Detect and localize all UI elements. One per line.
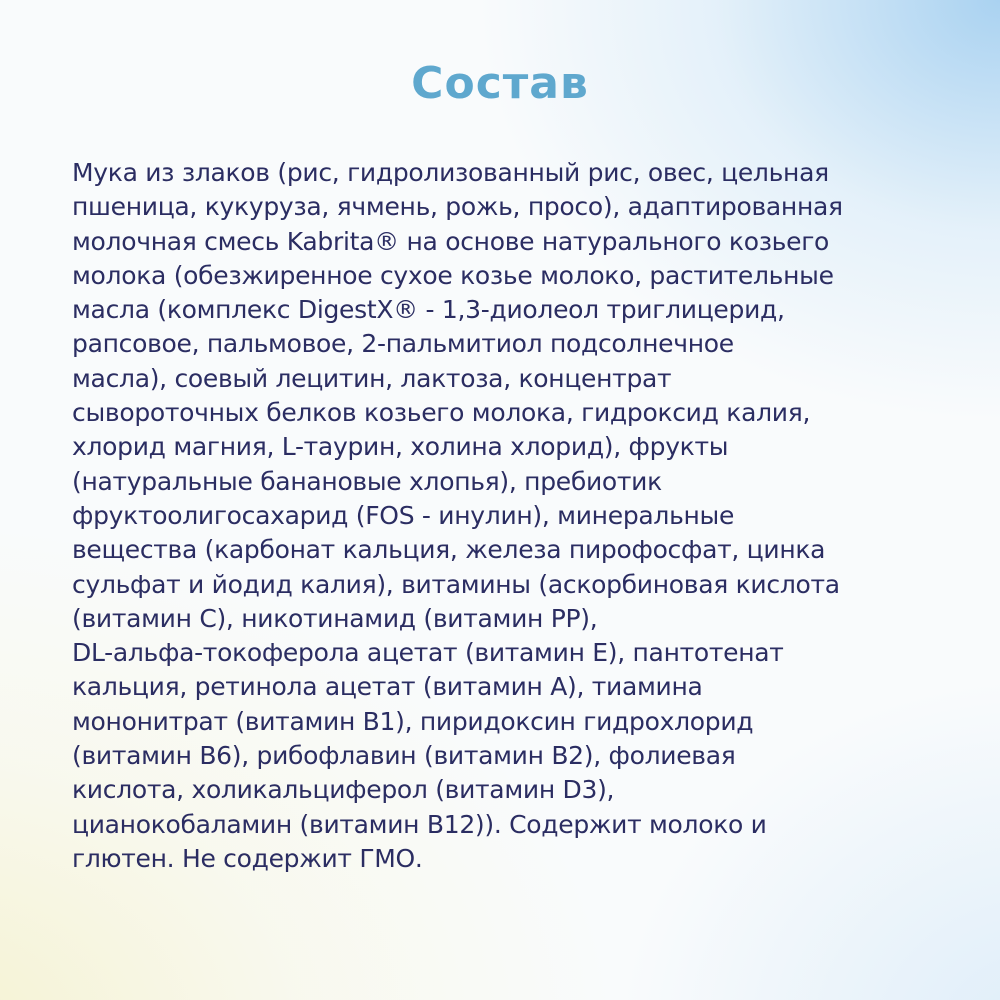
ingredients-line: молока (обезжиренное сухое козье молоко, растительные xyxy=(72,260,834,290)
ingredients-line: Мука из злаков (рис, гидролизованный рис, овес, цельная xyxy=(72,158,829,187)
ingredients-line: (витамин B6), рибофлавин (витамин B2), фолиевая xyxy=(72,741,736,771)
ingredients-line: вещества (карбонат кальция, железа пирофосфат, цинка xyxy=(72,535,826,565)
ingredients-line: DL-альфа-токоферола ацетат (витамин E), пантотенат xyxy=(72,638,784,668)
ingredients-line: кислота, холикальциферол (витамин D3), xyxy=(72,775,615,805)
ingredients-line: цианокобаламин (витамин B12)). Содержит молоко и xyxy=(72,809,767,839)
ingredients-line: фруктоолигосахарид (FOS - инулин), минеральные xyxy=(72,500,735,530)
ingredients-line: сульфат и йодид калия), витамины (аскорбиновая кислота xyxy=(72,569,840,599)
ingredients-line: рапсовое, пальмовое, 2-пальмитиол подсолнечное xyxy=(72,329,734,359)
ingredients-line: (витамин C), никотинамид (витамин PP), xyxy=(72,603,598,633)
ingredients-line: молочная смесь Kabrita® на основе натурального козьего xyxy=(72,226,830,256)
ingredients-line: масла), соевый лецитин, лактоза, концентрат xyxy=(72,363,672,393)
ingredients-line: мононитрат (витамин B1), пиридоксин гидрохлорид xyxy=(72,706,754,736)
ingredients-line: хлорид магния, L-таурин, холина хлорид), фрукты xyxy=(72,432,729,462)
ingredients-line: глютен. Не содержит ГМО. xyxy=(72,843,423,873)
ingredients-line: (натуральные банановые хлопья), пребиотик xyxy=(72,466,662,496)
ingredients-line: кальция, ретинола ацетат (витамин A), тиамина xyxy=(72,672,703,702)
ingredients-line: масла (комплекс DigestX® - 1,3-диолеол триглицерид, xyxy=(72,295,785,325)
ingredients-line: пшеница, кукуруза, ячмень, рожь, просо), адаптированная xyxy=(72,192,843,222)
ingredients-line: сывороточных белков козьего молока, гидроксид калия, xyxy=(72,398,811,428)
ingredients-text xyxy=(72,156,952,876)
page-title: Состав xyxy=(411,58,589,109)
